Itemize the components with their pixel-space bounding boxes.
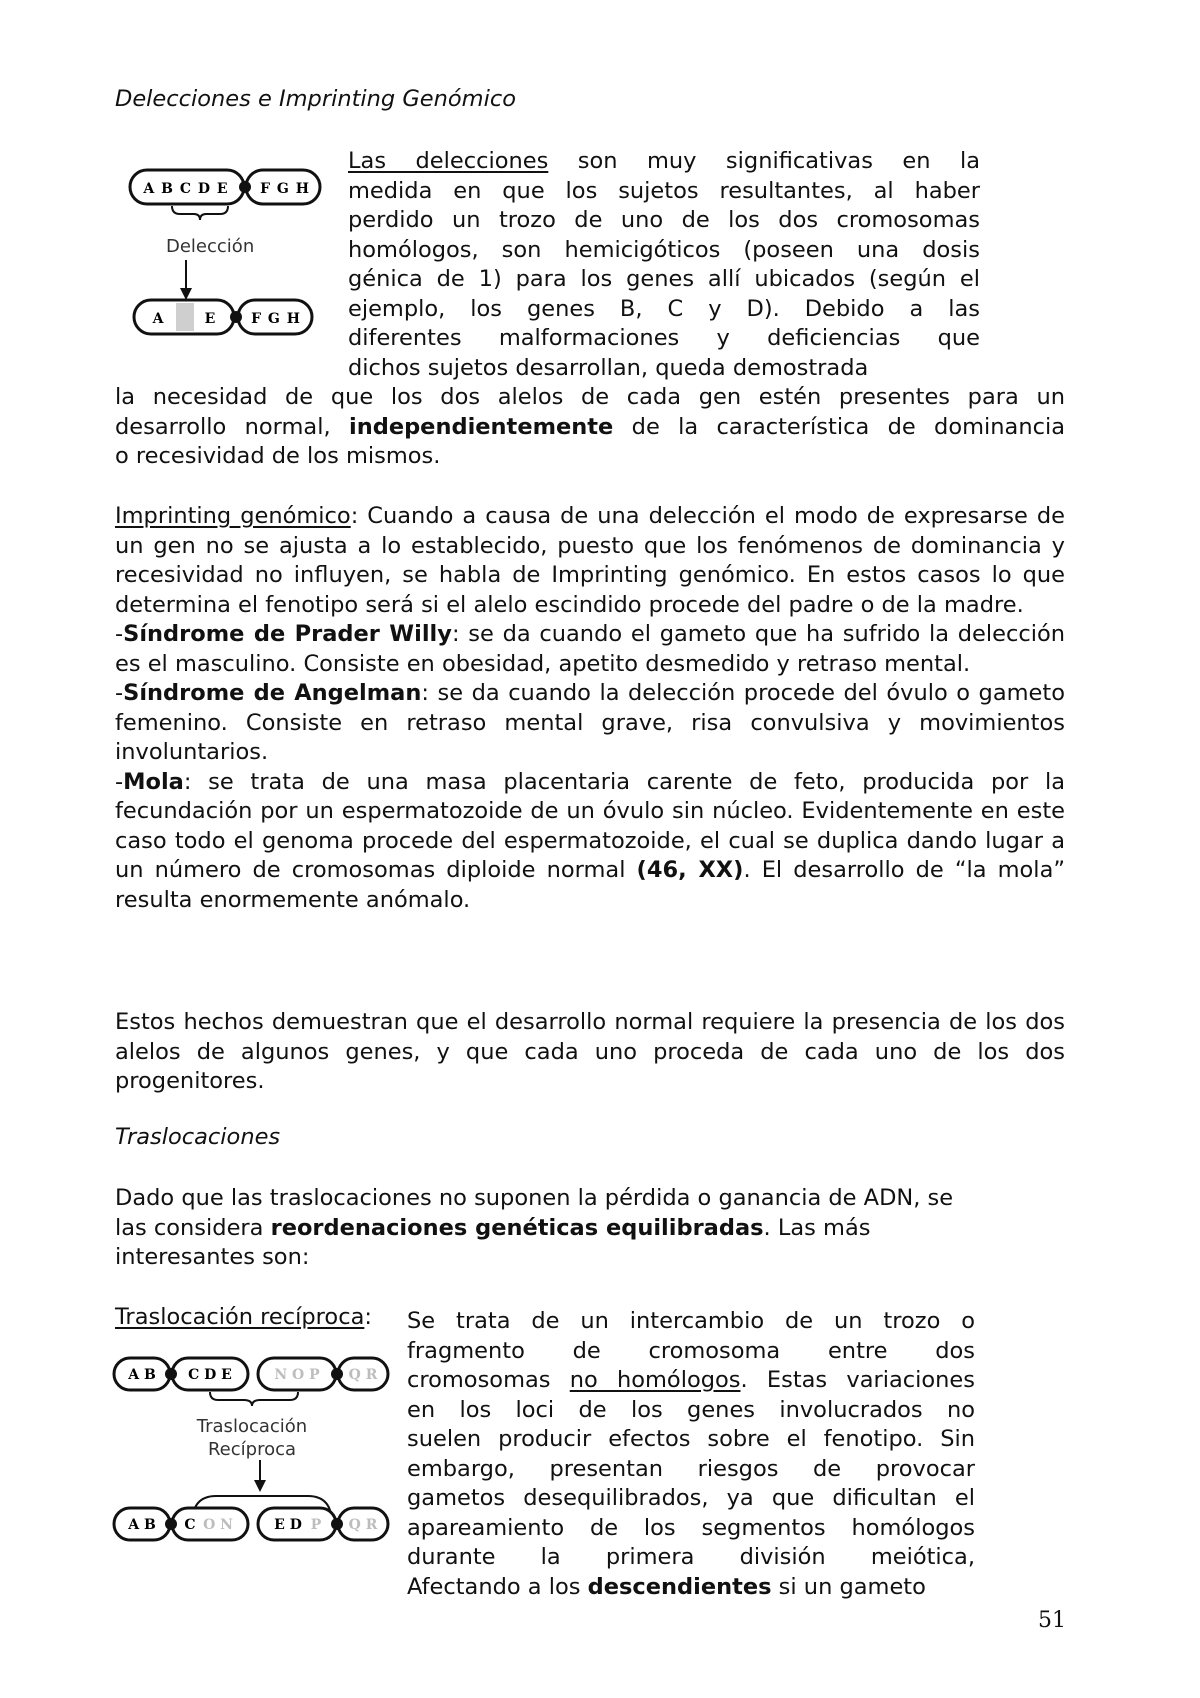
- deletions-line-6: ejemplo, los genes B, C y D). Debido a las: [348, 295, 980, 322]
- last-a: Afectando a los: [407, 1573, 588, 1600]
- figure-label-2: Recíproca: [207, 1439, 297, 1460]
- angelman-text: : se da cuando la delección procede del óvulo o gameto femenino. Consiste en retraso mental grave, risa convulsiva y movimientos involuntarios.: [115, 680, 1065, 765]
- deletion-diagram: [128, 160, 328, 350]
- deleted-region: [176, 303, 194, 331]
- line3-a: cromosomas: [407, 1367, 570, 1393]
- label-fgh-bottom: F G H: [251, 311, 301, 327]
- mola-karyotype: (46, XX): [636, 857, 744, 883]
- centromere-4: [331, 1518, 343, 1530]
- mola-text: : se trata de una masa placentaria carente de feto, producida por la fecundación por un espermatozoide de un óvulo sin núcleo. Evidentemente en este caso todo el genoma procede del espermatozoide, el cual se duplica dando lugar a un número de cromosomas diploide normal: [115, 768, 1065, 883]
- reciprocal-line-2: fragmento de cromosoma entre dos: [407, 1337, 975, 1364]
- deletion-brace: [172, 206, 228, 220]
- imprinting-block: [115, 502, 1065, 915]
- mola-end: . El desarrollo de “la mola” resulta enormemente anómalo.: [115, 857, 1066, 913]
- intro-2-c: . Las más: [763, 1214, 871, 1241]
- deletions-line-3: perdido un trozo de uno de los dos cromosomas: [348, 207, 980, 233]
- translocation-diagram: [112, 1348, 392, 1568]
- label-nop: N O P: [274, 1367, 320, 1383]
- term-no-homologos: no homólogos: [569, 1367, 741, 1393]
- deletions-line-7: diferentes malformaciones y deficiencias que: [348, 325, 980, 351]
- label-c: C: [184, 1517, 196, 1533]
- reciprocal-line-1: Se trata de un intercambio de un trozo o: [407, 1308, 975, 1334]
- term-imprinting: Imprinting genómico: [115, 503, 351, 529]
- deletions-line-1-rest: son muy significativas en la: [577, 148, 980, 174]
- centromere: [239, 181, 251, 193]
- label-fgh: F G H: [260, 181, 310, 197]
- dash-prader: -: [115, 621, 124, 647]
- reciprocal-line-4: en los loci de los genes involucrados no: [407, 1396, 975, 1423]
- deletions-line-1: [348, 147, 980, 177]
- term-delecciones: Las delecciones: [348, 148, 549, 174]
- label-e: E: [204, 311, 216, 327]
- reciprocal-line-6: embargo, presentan riesgos de provocar: [407, 1455, 975, 1482]
- term-mola: Mola: [123, 768, 184, 795]
- figure-label-1: Traslocación: [196, 1416, 308, 1437]
- reciprocal-line-7: gametos desequilibrados, ya que dificultan el: [407, 1485, 975, 1511]
- deletions-line-11: o recesividad de los mismos.: [115, 443, 441, 469]
- prader-text: : se da cuando el gameto que ha sufrido la delección es el masculino. Consiste en obesidad, apetito desmedido y retraso mental.: [115, 621, 1066, 677]
- deletions-line-9: la necesidad de que los dos alelos de cada gen estén presentes para un: [115, 384, 1065, 410]
- deletions-line-10: [115, 413, 1065, 443]
- label-ed: E D: [274, 1517, 302, 1533]
- translocations-intro-2: [115, 1214, 1065, 1244]
- reciprocal-line-10: [407, 1573, 975, 1603]
- term-reordenaciones: reordenaciones genéticas equilibradas: [270, 1214, 764, 1241]
- dash-mola: -: [115, 768, 124, 795]
- section-heading-translocations: Traslocaciones: [115, 1124, 281, 1150]
- centromere-1: [165, 1368, 177, 1380]
- page-number: 51: [1038, 1608, 1066, 1633]
- label-cde: C D E: [188, 1367, 232, 1383]
- term-prader-willy: Síndrome de Prader Willy: [123, 621, 452, 647]
- conclusion-paragraph: Estos hechos demuestran que el desarrollo normal requiere la presencia de los dos alelos de algunos genes, y que cada uno proceda de cada uno de los dos progenitores.: [115, 1009, 1065, 1094]
- deletions-line-4: homólogos, son hemicigóticos (poseen una dosis: [348, 236, 980, 263]
- reciprocal-line-3: [407, 1366, 975, 1396]
- reciprocal-line-8: apareamiento de los segmentos homólogos: [407, 1514, 975, 1541]
- label-abcde: A B C D E: [143, 181, 229, 197]
- translocations-intro-1: Dado que las traslocaciones no suponen la pérdida o ganancia de ADN, se: [115, 1185, 954, 1211]
- label-ab: A B: [128, 1367, 156, 1383]
- line3-b: . Estas variaciones: [740, 1367, 975, 1393]
- last-c: si un gameto: [771, 1573, 926, 1600]
- reciprocal-line-9: durante la primera división meiótica,: [407, 1544, 975, 1570]
- deletions-line-10-c: de la característica de dominancia: [613, 413, 1065, 440]
- arrow-head-2: [254, 1480, 266, 1492]
- dash-angelman: -: [115, 680, 124, 706]
- label-a: A: [152, 311, 164, 327]
- centromere-bottom: [230, 311, 242, 323]
- intro-2-a: las considera: [115, 1214, 271, 1241]
- label-ab-bottom: A B: [128, 1517, 156, 1533]
- arrow-head: [180, 288, 192, 300]
- section-heading-deletions: Delecciones e Imprinting Genómico: [115, 86, 516, 112]
- centromere-3: [165, 1518, 177, 1530]
- deletions-line-8: dichos sujetos desarrollan, queda demostrada: [348, 354, 869, 381]
- term-independientemente: independientemente: [348, 413, 614, 440]
- translocation-brace: [210, 1392, 298, 1406]
- arrow-label-delection: Delección: [166, 236, 255, 257]
- label-qr: Q R: [348, 1367, 378, 1383]
- reciprocal-line-5: suelen producir efectos sobre el fenotipo. Sin: [407, 1426, 975, 1452]
- reciprocal-colon: :: [364, 1304, 372, 1330]
- centromere-2: [331, 1368, 343, 1380]
- reciprocal-term-line: [115, 1303, 372, 1333]
- label-on: O N: [203, 1517, 233, 1533]
- deletions-line-5: génica de 1) para los genes allí ubicados (según el: [348, 266, 980, 292]
- imprinting-intro: : Cuando a causa de una delección el modo de expresarse de un gen no se ajusta a lo establecido, puesto que los fenómenos de dominancia y recesividad no influyen, se habla de Imprinting genómico. En estos casos lo que determina el fenotipo será si el alelo escindido procede del padre o de la madre.: [115, 503, 1065, 618]
- term-traslocacion-reciproca: Traslocación recíproca: [115, 1304, 365, 1330]
- deletions-line-2: medida en que los sujetos resultantes, al haber: [348, 177, 980, 204]
- term-angelman: Síndrome de Angelman: [123, 680, 422, 706]
- deletions-line-10-a: desarrollo normal,: [115, 413, 349, 440]
- term-descendientes: descendientes: [587, 1573, 772, 1600]
- translocations-intro-3: interesantes son:: [115, 1244, 310, 1270]
- label-p: P: [310, 1517, 322, 1533]
- label-qr-bottom: Q R: [348, 1517, 378, 1533]
